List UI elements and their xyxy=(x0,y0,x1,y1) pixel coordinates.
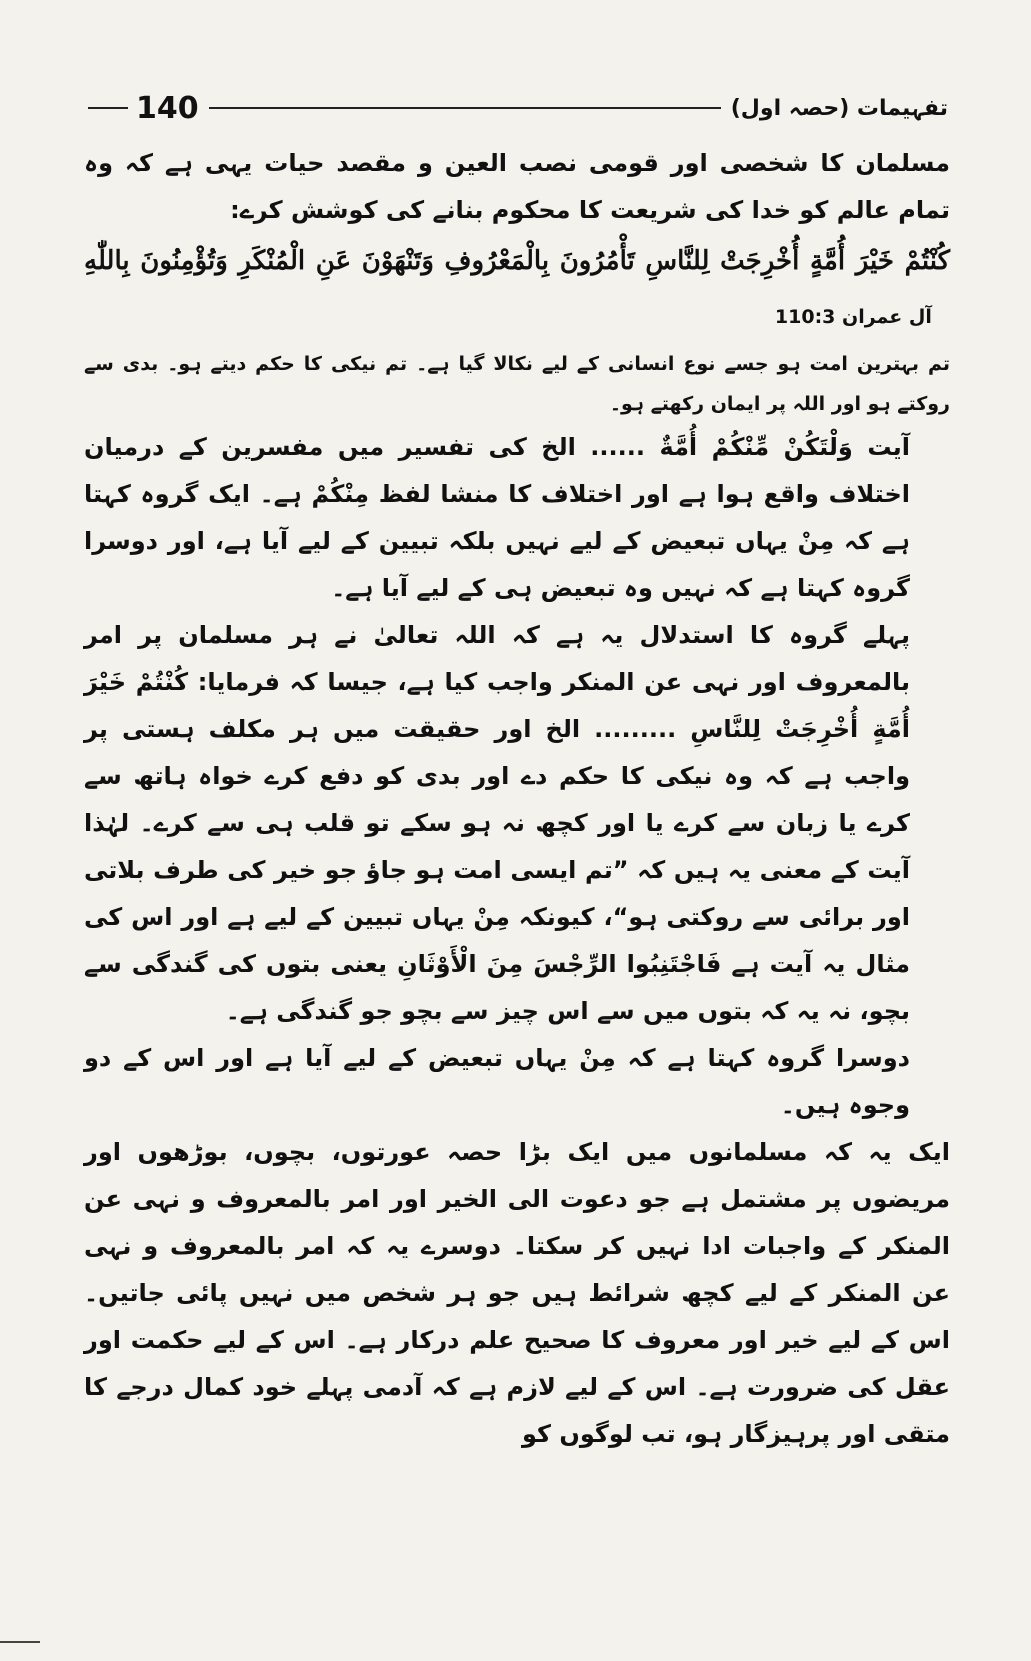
header-dash xyxy=(88,107,128,109)
paragraph-3: پہلے گروہ کا استدلال یہ ہے کہ اللہ تعالیٰ نے ہر مسلمان پر امر بالمعروف اور نہی عن المنکر واجب کیا ہے، جیسا کہ فرمایا: كُنْتُمْ خَيْرَ أُمَّةٍ أُخْرِجَتْ لِلنَّاسِ ......... الخ اور حقیقت میں ہر مکلف ہستی پر واجب ہے کہ وہ نیکی کا حکم دے اور بدی کو دفع کرے خواہ ہاتھ سے کرے یا زبان سے کرے یا اور کچھ نہ ہو سکے تو قلب ہی سے کرے۔ لہٰذا آیت کے معنی یہ ہیں کہ ”تم ایسی امت ہو جاؤ جو خیر کی طرف بلاتی اور برائی سے روکتی ہو“، کیونکہ مِنْ یہاں تبیین کے لیے ہے اور اس کی مثال یہ آیت ہے فَاجْتَنِبُوا الرِّجْسَ مِنَ الْأَوْثَانِ یعنی بتوں کی گندگی سے بچو، نہ یہ کہ بتوں میں سے اس چیز سے بچو جو گندگی ہے۔ xyxy=(84,621,910,1025)
paragraph-1: مسلمان کا شخصی اور قومی نصب العین و مقصد حیات یہی ہے کہ وہ تمام عالم کو خدا کی شریعت کا محکوم بنانے کی کوشش کرے: xyxy=(84,149,950,224)
paragraph-4: دوسرا گروہ کہتا ہے کہ مِنْ یہاں تبعیض کے لیے آیا ہے اور اس کے دو وجوہ ہیں۔ xyxy=(84,1044,910,1119)
verse-translation: تم بہترین امت ہو جسے نوع انسانی کے لیے نکالا گیا ہے۔ تم نیکی کا حکم دیتے ہو۔ بدی سے روکتے ہو اور اللہ پر ایمان رکھتے ہو۔ xyxy=(84,353,950,415)
page-edge-mark xyxy=(0,1641,40,1643)
page-header xyxy=(88,88,948,128)
quran-verse xyxy=(84,234,950,344)
paragraph-2: آیت وَلْتَكُنْ مِّنْكُمْ أُمَّةٌ ...... الخ کی تفسیر میں مفسرین کے درمیان اختلاف واقع ہوا ہے اور اختلاف کا منشا لفظ مِنْكُمْ ہے۔ ایک گروہ کہتا ہے کہ مِنْ یہاں تبعیض کے لیے نہیں بلکہ تبیین کے لیے آیا ہے، اور دوسرا گروہ کہتا ہے کہ نہیں وہ تبعیض ہی کے لیے آیا ہے۔ xyxy=(84,433,910,602)
verse-reference: آل عمران 110:3 xyxy=(774,306,932,328)
paragraph-5: ایک یہ کہ مسلمانوں میں ایک بڑا حصہ عورتوں، بچوں، بوڑھوں اور مریضوں پر مشتمل ہے جو دعوت الی الخیر اور امر بالمعروف و نہی عن المنکر کے واجبات ادا نہیں کر سکتا۔ دوسرے یہ کہ امر بالمعروف و نہی عن المنکر کے لیے کچھ شرائط ہیں جو ہر شخص میں نہیں پائی جاتیں۔ اس کے لیے خیر اور معروف کا صحیح علم درکار ہے۔ اس کے لیے حکمت اور عقل کی ضرورت ہے۔ اس کے لیے لازم ہے کہ آدمی پہلے خود کمال درجے کا متقی اور پرہیزگار ہو، تب لوگوں کو xyxy=(84,1138,950,1448)
page-number: 140 xyxy=(136,90,199,126)
verse-text: كُنْتُمْ خَيْرَ أُمَّةٍ أُخْرِجَتْ لِلنَّاسِ تَأْمُرُونَ بِالْمَعْرُوفِ وَتَنْهَوْنَ عَنِ الْمُنْكَرِ وَتُؤْمِنُونَ بِاللّٰهِ xyxy=(84,246,950,276)
body-text xyxy=(84,140,950,1458)
running-title: تفہیمات (حصہ اول) xyxy=(730,95,948,121)
header-rule xyxy=(209,107,721,109)
